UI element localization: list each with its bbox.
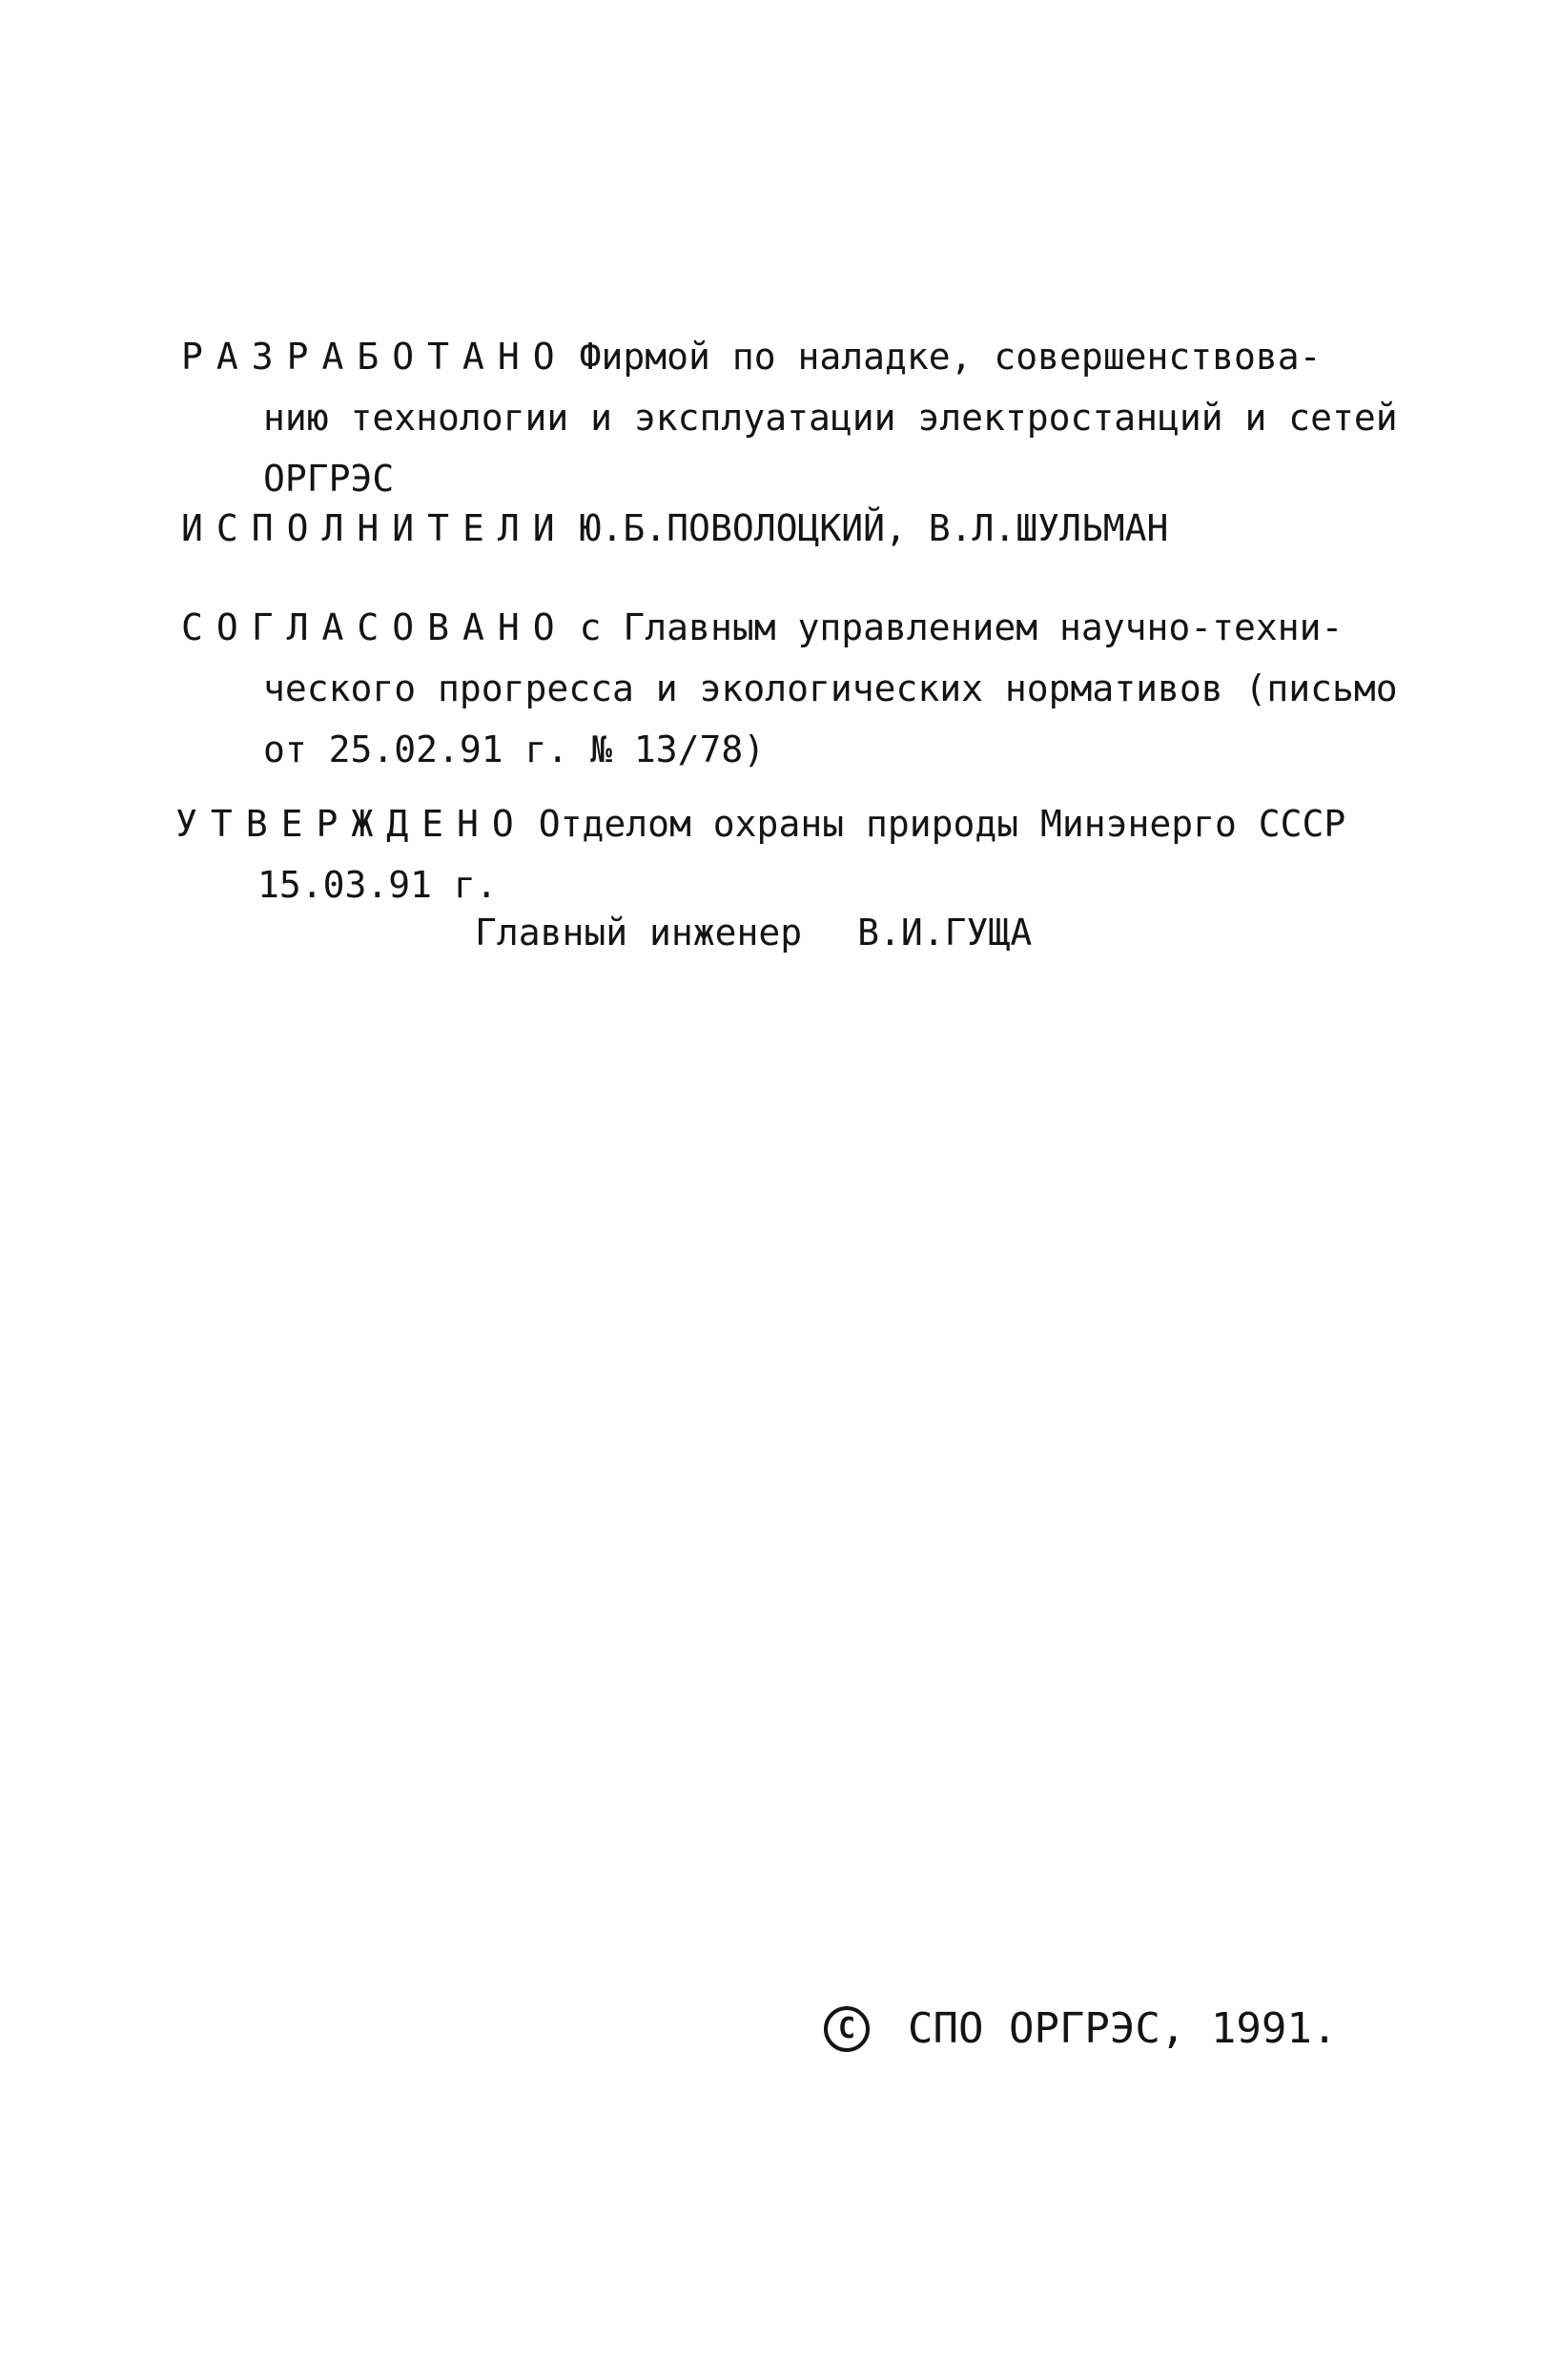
ispolniteli-names: Ю.Б.ПОВОЛОЦКИЙ, В.Л.ШУЛЬМАН xyxy=(579,507,1169,549)
razrabotano-line-3: ОРГРЭС xyxy=(263,458,395,500)
copyright-notice xyxy=(824,2000,1337,2058)
section-utverzhdeno xyxy=(175,793,1345,915)
signature-title: Главный инженер xyxy=(475,912,803,954)
razrabotano-line-2: нию технологии и эксплуатации электростанций и сетей xyxy=(263,397,1398,439)
copyright-text: СПО ОРГРЭС, 1991. xyxy=(908,2004,1338,2053)
label-utverzhdeno: УТВЕРЖДЕНО xyxy=(175,803,527,845)
utverzhdeno-line-1: Отделом охраны природы Минэнерго СССР xyxy=(538,803,1346,845)
label-soglasovano: СОГЛАСОВАНО xyxy=(181,606,568,648)
label-ispolniteli: ИСПОЛНИТЕЛИ xyxy=(181,507,568,549)
soglasovano-line-1: с Главным управлением научно-техни- xyxy=(579,606,1344,648)
utverzhdeno-date: 15.03.91 г. xyxy=(257,864,498,906)
section-soglasovano xyxy=(181,597,1398,780)
soglasovano-line-2: ческого прогресса и экологических нормативов (письмо xyxy=(263,667,1398,709)
signature-line xyxy=(475,902,1032,963)
razrabotano-line-1: Фирмой по наладке, совершенствова- xyxy=(579,336,1322,378)
section-razrabotano xyxy=(181,326,1398,509)
copyright-icon: С xyxy=(824,2006,870,2052)
soglasovano-line-3: от 25.02.91 г. № 13/78) xyxy=(263,728,766,770)
section-ispolniteli xyxy=(181,498,1168,559)
signature-name: В.И.ГУЩА xyxy=(857,912,1033,954)
label-razrabotano: РАЗРАБОТАНО xyxy=(181,336,568,378)
